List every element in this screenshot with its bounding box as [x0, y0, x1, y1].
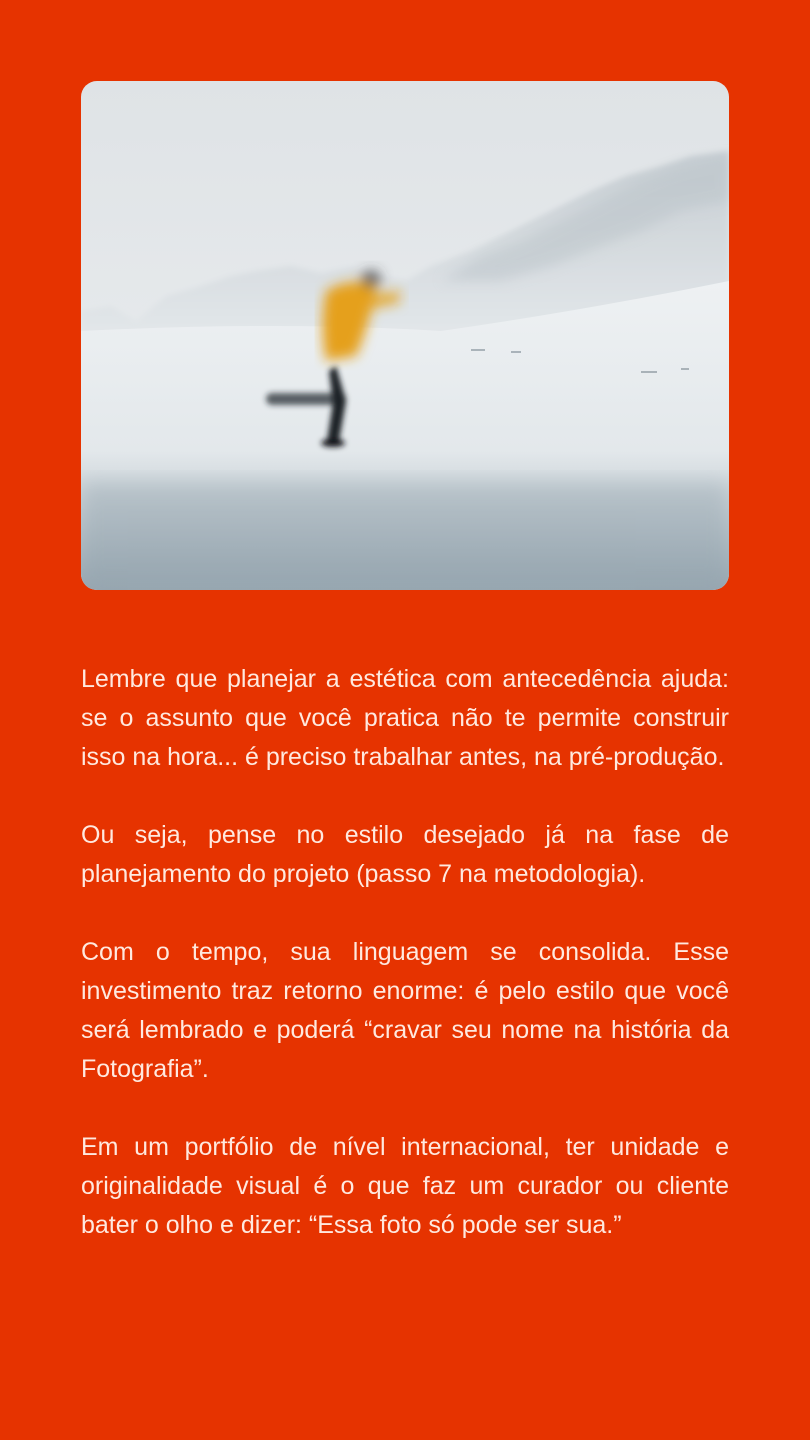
paragraph-style-planning: Ou seja, pense no estilo desejado já na fase de planejamento do projeto (passo 7 na metodologia).: [81, 821, 729, 888]
paragraph-portfolio-unity: Em um portfólio de nível internacional, ter unidade e originalidade visual é o que faz um curador ou cliente bater o olho e dizer: “Essa foto só pode ser sua.”: [81, 1133, 729, 1239]
paragraph-language-consolidates: Com o tempo, sua linguagem se consolida. Esse investimento traz retorno enorme: é pelo estilo que você será lembrado e poderá “cravar seu nome na história da Fotografia”.: [81, 938, 729, 1083]
blurred-person-running-in-snow-icon: [81, 81, 729, 590]
paragraph-aesthetics-planning: Lembre que planejar a estética com antecedência ajuda: se o assunto que você pratica não te permite construir isso na hora... é preciso trabalhar antes, na pré-produção.: [81, 665, 729, 771]
snow-runner-photo: [81, 81, 729, 590]
article-text: [81, 660, 729, 1284]
